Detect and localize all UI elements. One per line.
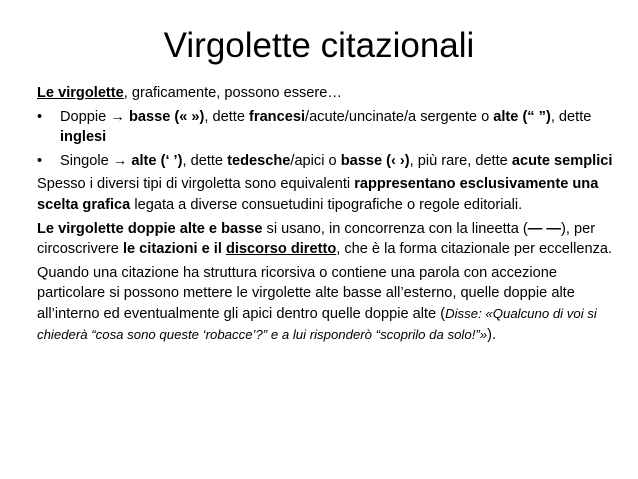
para-text: si usano, in concorrenza con la lineetta ( xyxy=(262,220,528,237)
paragraph-ricorsiva xyxy=(37,263,615,345)
paragraph-doppie-alte-basse xyxy=(37,219,615,260)
slide-title: Virgolette citazionali xyxy=(163,26,475,65)
bullet-bold: basse (‹ ›) xyxy=(340,152,410,169)
bullet-text: /acute/uncinate/a sergente o xyxy=(305,108,494,125)
discorso-diretto-term: discorso diretto xyxy=(225,241,337,258)
bullet-bold: inglesi xyxy=(60,129,107,146)
bullet-symbol: • xyxy=(37,152,43,169)
para-bold: rappresentano esclusivamente una scelta grafica xyxy=(37,176,599,213)
para-text: ). xyxy=(487,326,497,343)
intro-term: Le virgolette xyxy=(37,85,124,101)
bullet-bold: acute semplici xyxy=(511,152,613,169)
para-bold: le citazioni e il xyxy=(122,241,226,258)
intro-paragraph xyxy=(37,83,615,104)
bullet-bold: basse (« ») xyxy=(128,108,205,125)
para-text: Spesso i diversi tipi di virgoletta sono equivalenti xyxy=(37,176,355,193)
slide-body xyxy=(37,83,615,348)
bullet-text: , più rare, dette xyxy=(409,152,512,169)
bullet-bold: tedesche xyxy=(227,152,291,169)
bullet-text: /apici o xyxy=(290,152,341,169)
bullet-bold: alte (“ ”) xyxy=(493,108,551,125)
bullet-singole xyxy=(37,151,615,172)
bullet-text: , dette xyxy=(550,108,592,125)
bullet-symbol: • xyxy=(37,108,43,125)
intro-rest: , graficamente, possono essere… xyxy=(123,85,342,101)
lineetta-symbol: — — xyxy=(527,220,561,237)
bullet-text: Singole → xyxy=(60,152,132,169)
para-bold: Le virgolette doppie alte e basse xyxy=(37,220,263,237)
bullet-text: , dette xyxy=(182,152,228,169)
bullet-bold: alte (‘ ’) xyxy=(131,152,183,169)
bullet-text: , dette xyxy=(204,108,250,125)
para-text: Quando una citazione ha struttura ricorsiva o contiene una parola con accezione particolare si possono mettere le virgolette alte basse all’esterno, quelle doppie alte all’interno ed eventualmente gli apici dentro quelle doppie alte ( xyxy=(37,264,575,322)
paragraph-equivalenti xyxy=(37,174,615,215)
para-text: , che è la forma citazionale per eccellenza. xyxy=(336,241,613,258)
para-text: legata a diverse consuetudini tipografiche o regole editoriali. xyxy=(130,196,523,213)
bullet-bold: francesi xyxy=(249,108,306,125)
example-quote: Disse: «Qualcuno di voi si chiederà “cosa sono queste ‘robacce’?” e a lui risponderò “scoprilo da solo!”» xyxy=(37,305,597,342)
bullet-text: Doppie → xyxy=(60,108,129,125)
bullet-doppie xyxy=(37,107,615,148)
para-text: ), per circoscrivere xyxy=(37,220,596,258)
